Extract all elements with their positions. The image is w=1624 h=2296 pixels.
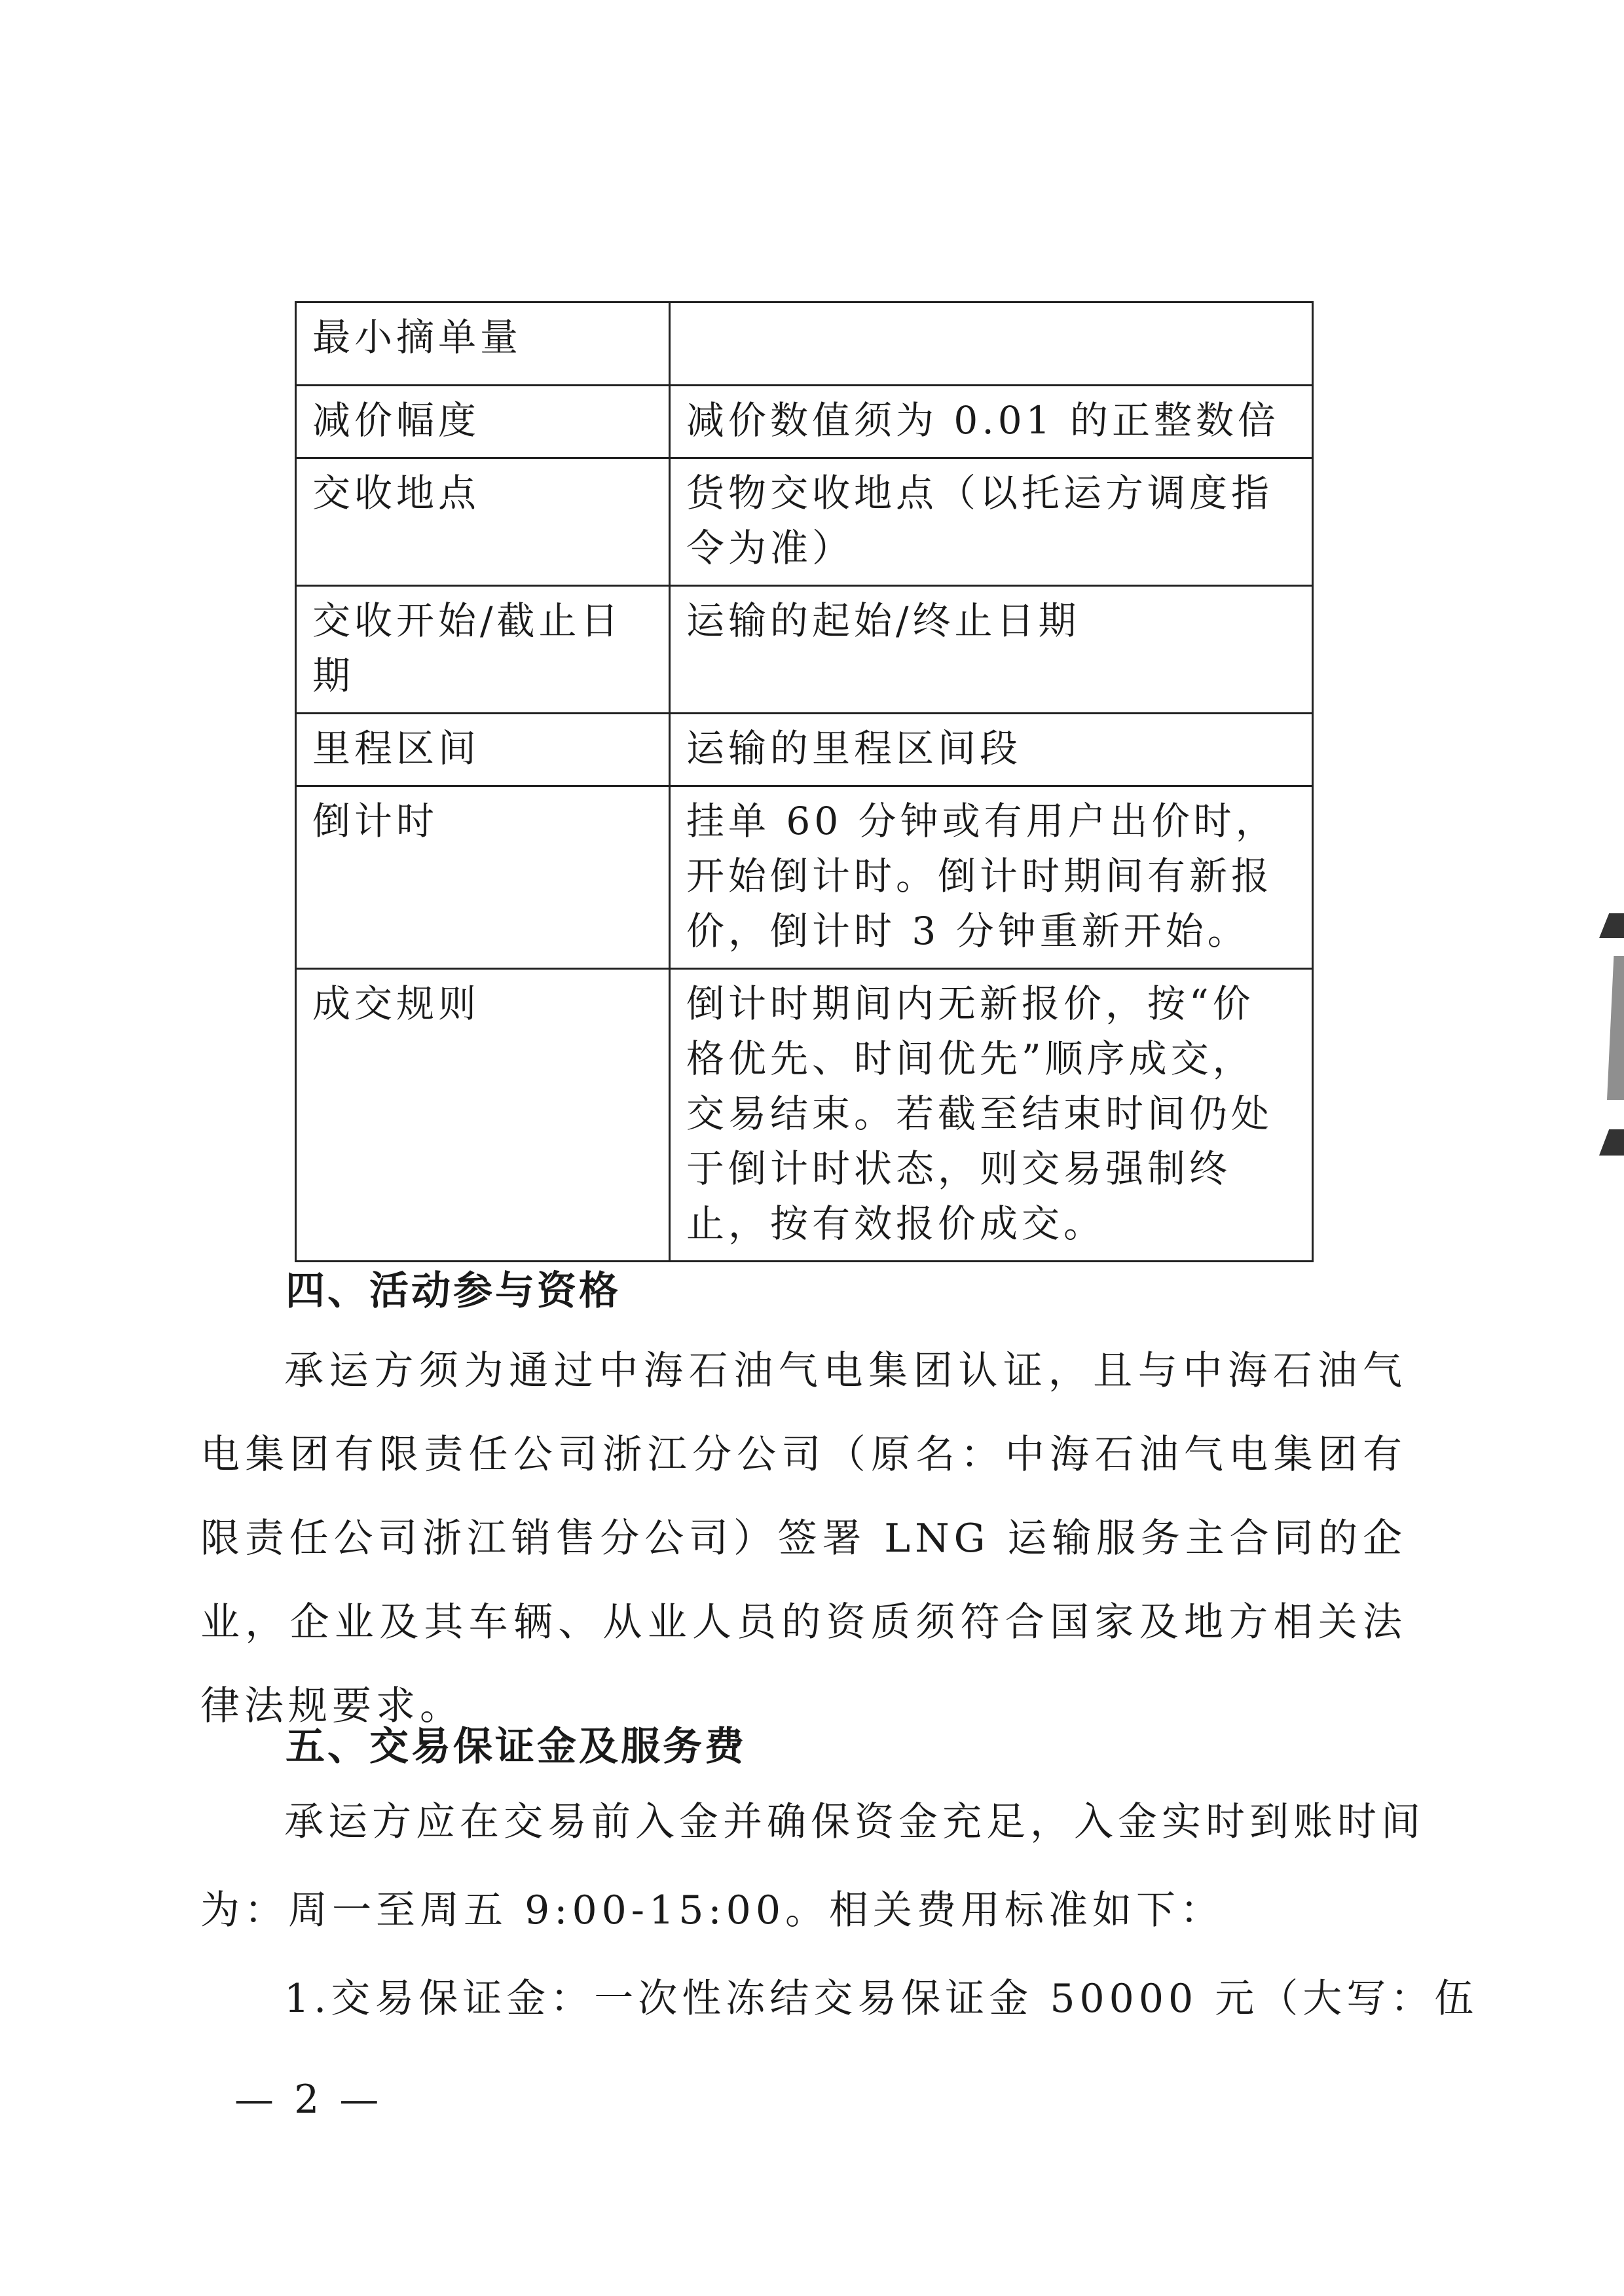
deposit-paragraph-line: 承运方应在交易前入金并确保资金充足，入金实时到账时间 — [284, 1799, 1425, 1845]
table-row — [296, 786, 1313, 969]
table-row — [296, 302, 1313, 386]
eligibility-paragraph: 承运方须为通过中海石油气电集团认证，且与中海石油气电集团有限责任公司浙江分公司（原名：中海石油气电集团有限责任公司浙江销售分公司）签署 LNG 运输服务主合同的企业，企业及其车辆、从业人员的资质须符合国家及地方相关法律法规要求。 — [200, 1348, 1407, 1729]
row-value: 运输的里程区间段 — [670, 714, 1313, 786]
row-value: 倒计时期间内无新报价，按“价格优先、时间优先”顺序成交，交易结束。若截至结束时间仍处于倒计时状态，则交易强制终止，按有效报价成交。 — [670, 969, 1313, 1262]
table-row — [296, 586, 1313, 714]
row-label: 最小摘单量 — [296, 302, 670, 386]
deposit-paragraph-line: 为：周一至周五 9:00-15:00。相关费用标准如下： — [200, 1887, 1224, 1933]
row-label: 倒计时 — [296, 786, 670, 969]
binding-mark — [1599, 1129, 1624, 1156]
section-heading-eligibility: 四、活动参与资格 — [286, 1268, 621, 1314]
table-row — [296, 714, 1313, 786]
row-value: 货物交收地点（以托运方调度指令为准） — [670, 458, 1313, 586]
row-label: 交收地点 — [296, 458, 670, 586]
binding-mark — [1599, 913, 1624, 938]
page-number: — 2 — — [234, 2077, 383, 2123]
section-heading-deposit: 五、交易保证金及服务费 — [286, 1724, 747, 1770]
table-row — [296, 969, 1313, 1262]
row-value: 挂单 60 分钟或有用户出价时，开始倒计时。倒计时期间有新报价，倒计时 3 分钟重新开始。 — [670, 786, 1313, 969]
trading-rules-table — [295, 301, 1314, 1262]
row-value — [670, 302, 1313, 386]
deposit-item-1: 1.交易保证金：一次性冻结交易保证金 50000 元（大写：伍 — [284, 1976, 1479, 2022]
row-label: 成交规则 — [296, 969, 670, 1262]
row-label: 里程区间 — [296, 714, 670, 786]
row-value: 运输的起始/终止日期 — [670, 586, 1313, 714]
row-label: 减价幅度 — [296, 386, 670, 458]
table-row — [296, 386, 1313, 458]
binding-mark — [1607, 956, 1624, 1100]
row-value: 减价数值须为 0.01 的正整数倍 — [670, 386, 1313, 458]
table-row — [296, 458, 1313, 586]
row-label: 交收开始/截止日期 — [296, 586, 670, 714]
